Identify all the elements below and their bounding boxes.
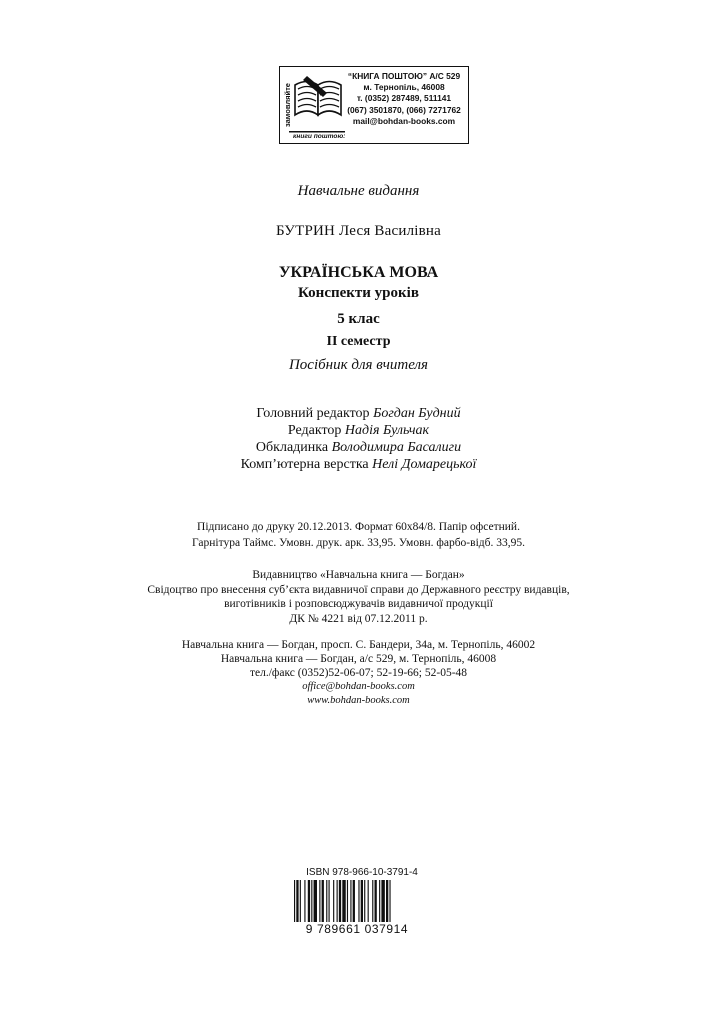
stamp-contact-lines bbox=[340, 71, 468, 127]
stamp-line: “КНИГА ПОШТОЮ” А/С 529 bbox=[347, 71, 461, 81]
print-info bbox=[0, 519, 717, 551]
credit-line: Комп’ютерна верстка Нелі Домарецької bbox=[240, 457, 477, 472]
publisher-line: Видавництво «Навчальна книга — Богдан» bbox=[252, 569, 465, 581]
barcode-icon bbox=[294, 880, 430, 922]
credit-line: Редактор Надія Бульчак bbox=[287, 423, 430, 438]
stamp-email: mail@bohdan-books.com bbox=[352, 115, 456, 126]
credit-line: Обкладинка Володимира Басалиги bbox=[255, 440, 462, 455]
mail-order-stamp bbox=[279, 66, 469, 144]
office-email: office@bohdan-books.com bbox=[302, 681, 415, 692]
publisher-line: ДК № 4221 від 07.12.2011 р. bbox=[289, 612, 428, 625]
barcode-number: 9 789661 037914 bbox=[305, 922, 409, 936]
manual-type: Посібник для вчителя bbox=[288, 357, 429, 373]
address-line: тел./факс (0352)52-06-07; 52-19-66; 52-05-48 bbox=[249, 667, 468, 679]
stamp-line: т. (0352) 287489, 511141 bbox=[356, 93, 452, 104]
address-line: Навчальна книга — Богдан, просп. С. Бандери, 34а, м. Тернопіль, 46002 bbox=[181, 639, 536, 651]
address-line: Навчальна книга — Богдан, а/с 529, м. Тернопіль, 46008 bbox=[220, 653, 497, 665]
open-book-logo-icon bbox=[283, 71, 345, 139]
publisher-info bbox=[0, 568, 717, 626]
stamp-line: (067) 3501870, (066) 7271762 bbox=[347, 104, 461, 115]
isbn-label: ISBN 978-966-10-3791-4 bbox=[306, 867, 418, 878]
svg-text:замовляйте: замовляйте bbox=[283, 83, 292, 127]
grade-label: 5 клас bbox=[337, 311, 380, 327]
stamp-line: м. Тернопіль, 46008 bbox=[363, 82, 445, 93]
print-line: Гарнітура Таймс. Умовн. друк. арк. 33,95. Умовн. фарбо-відб. 33,95. bbox=[192, 537, 525, 549]
address-info bbox=[0, 638, 717, 708]
publisher-line: Свідоцтво про внесення суб’єкта видавничої справи до Державного реєстру видавців, bbox=[147, 583, 570, 596]
credit-line: Головний редактор Богдан Будний bbox=[256, 406, 461, 421]
print-line: Підписано до друку 20.12.2013. Формат 60х84/8. Папір офсетний. bbox=[197, 521, 520, 533]
book-subtitle: Конспекти уроків bbox=[298, 285, 419, 301]
book-title: УКРАЇНСЬКА МОВА bbox=[278, 264, 439, 281]
website-url: www.bohdan-books.com bbox=[307, 695, 410, 706]
credits-block bbox=[0, 405, 717, 473]
publisher-line: виготівників і розповсюджувачів видавничої продукції bbox=[224, 598, 493, 611]
edition-type: Навчальне видання bbox=[297, 183, 420, 199]
svg-text:книги поштою:: книги поштою: bbox=[293, 133, 345, 139]
author-name: БУТРИН Леся Василівна bbox=[275, 223, 441, 239]
semester-label: ІІ семестр bbox=[326, 334, 391, 349]
